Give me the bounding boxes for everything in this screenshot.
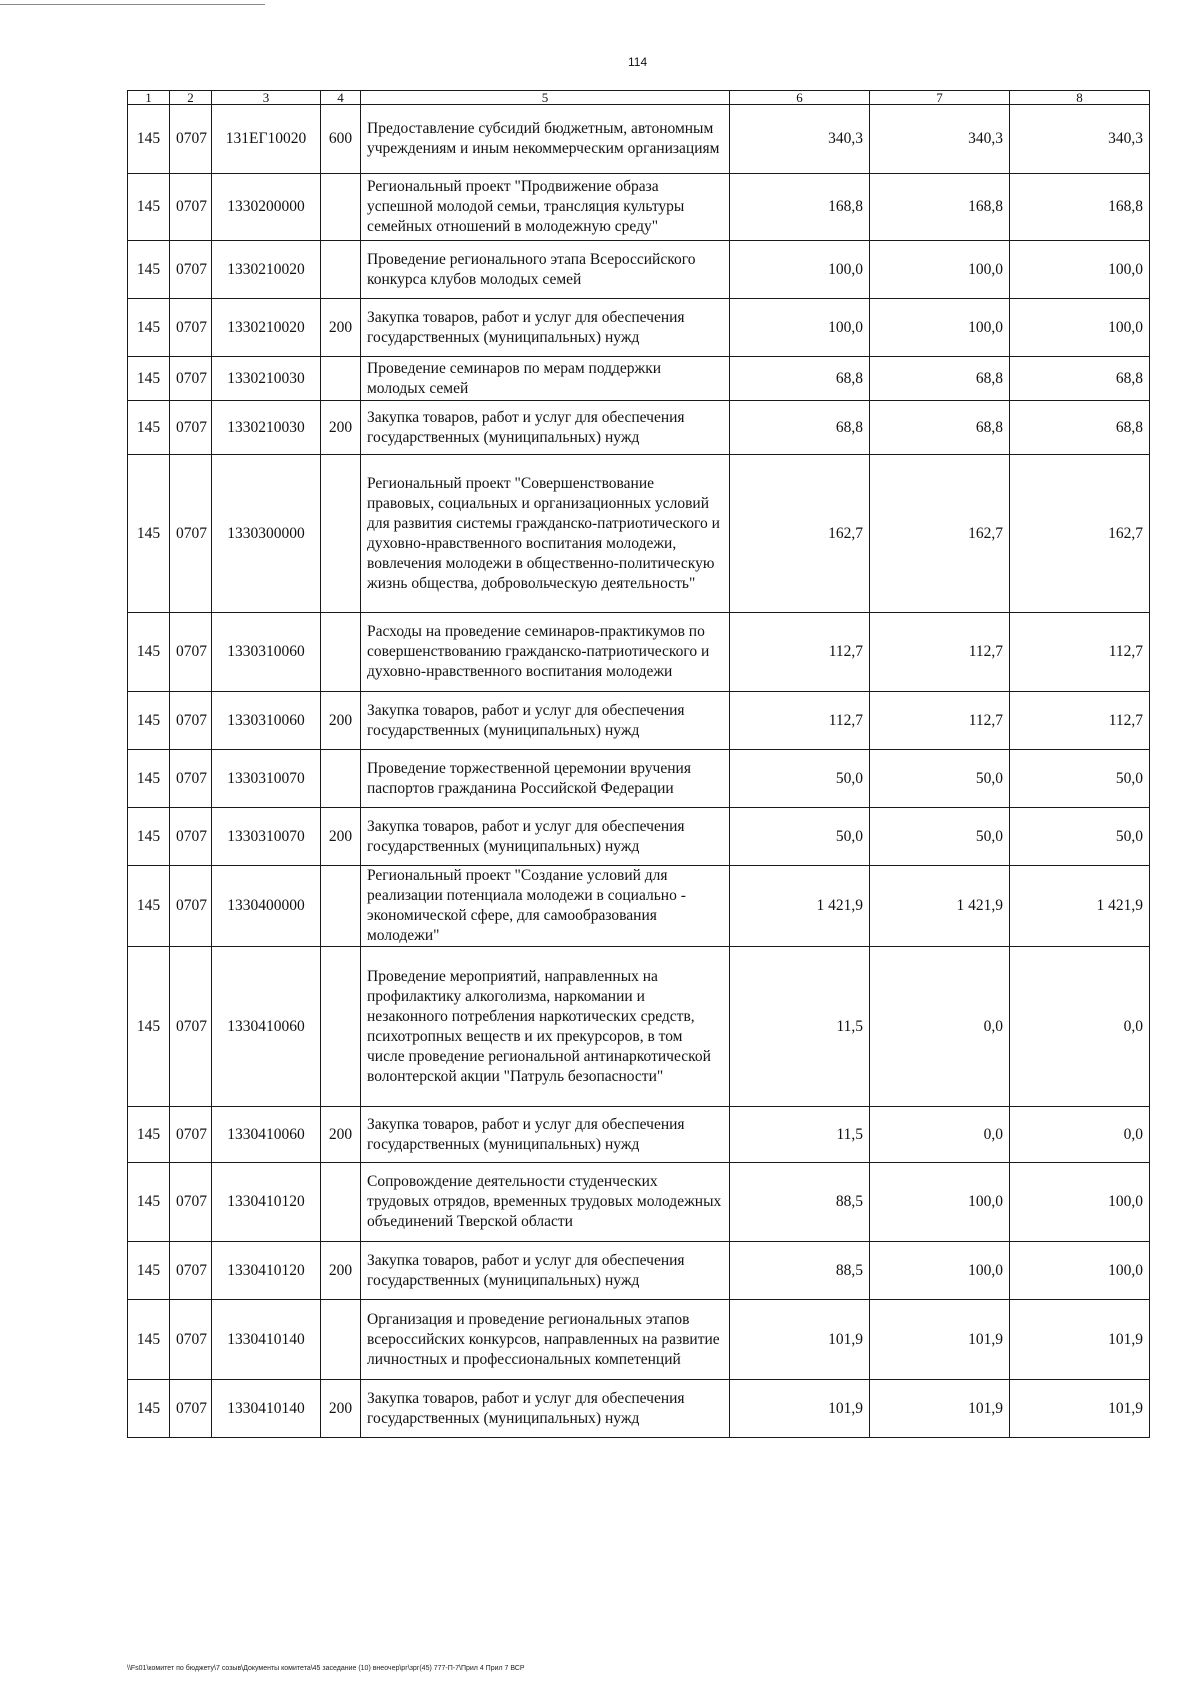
cell-amount-col6: 112,7 xyxy=(730,613,870,692)
cell-amount-col8: 68,8 xyxy=(1010,401,1150,455)
cell-admin-code: 145 xyxy=(128,866,170,947)
table-row xyxy=(128,866,1150,947)
table-row xyxy=(128,692,1150,750)
cell-section-code: 0707 xyxy=(170,692,212,750)
cell-description: Региональный проект "Создание условий для реализации потенциала молодежи в социально - экономической сфере, для самообразования молодежи" xyxy=(361,866,730,947)
cell-section-code: 0707 xyxy=(170,241,212,299)
cell-amount-col7: 101,9 xyxy=(870,1300,1010,1380)
column-header-2: 2 xyxy=(170,91,212,105)
table-row xyxy=(128,1242,1150,1300)
cell-amount-col8: 100,0 xyxy=(1010,1242,1150,1300)
cell-amount-col8: 50,0 xyxy=(1010,808,1150,866)
cell-expense-type: 200 xyxy=(321,401,361,455)
cell-admin-code: 145 xyxy=(128,947,170,1107)
cell-expense-type xyxy=(321,174,361,241)
cell-amount-col8: 101,9 xyxy=(1010,1300,1150,1380)
cell-description: Проведение мероприятий, направленных на профилактику алкоголизма, наркомании и незаконного потребления наркотических средств, психотропных веществ и их прекурсоров, в том числе проведение региональной антинаркотической волонтерской акции "Патруль безопасности" xyxy=(361,947,730,1107)
budget-table xyxy=(127,90,1150,1438)
cell-expense-type: 200 xyxy=(321,1380,361,1438)
cell-target-article: 1330310070 xyxy=(212,750,321,808)
table-row xyxy=(128,1380,1150,1438)
cell-amount-col8: 112,7 xyxy=(1010,613,1150,692)
cell-amount-col7: 168,8 xyxy=(870,174,1010,241)
cell-admin-code: 145 xyxy=(128,692,170,750)
cell-target-article: 1330410140 xyxy=(212,1380,321,1438)
cell-amount-col6: 100,0 xyxy=(730,299,870,357)
cell-expense-type xyxy=(321,866,361,947)
cell-amount-col6: 68,8 xyxy=(730,401,870,455)
cell-amount-col8: 100,0 xyxy=(1010,1163,1150,1242)
table-row xyxy=(128,808,1150,866)
cell-section-code: 0707 xyxy=(170,105,212,174)
column-header-5: 5 xyxy=(361,91,730,105)
cell-description: Организация и проведение региональных этапов всероссийских конкурсов, направленных на развитие личностных и профессиональных компетенций xyxy=(361,1300,730,1380)
table-row xyxy=(128,105,1150,174)
cell-amount-col6: 11,5 xyxy=(730,1107,870,1163)
cell-section-code: 0707 xyxy=(170,866,212,947)
cell-amount-col7: 0,0 xyxy=(870,1107,1010,1163)
cell-admin-code: 145 xyxy=(128,241,170,299)
cell-expense-type: 200 xyxy=(321,1107,361,1163)
cell-description: Закупка товаров, работ и услуг для обеспечения государственных (муниципальных) нужд xyxy=(361,1380,730,1438)
cell-expense-type xyxy=(321,750,361,808)
cell-admin-code: 145 xyxy=(128,1300,170,1380)
cell-amount-col7: 0,0 xyxy=(870,947,1010,1107)
cell-description: Проведение семинаров по мерам поддержки молодых семей xyxy=(361,357,730,401)
cell-admin-code: 145 xyxy=(128,105,170,174)
cell-amount-col7: 68,8 xyxy=(870,401,1010,455)
cell-expense-type xyxy=(321,613,361,692)
cell-amount-col6: 101,9 xyxy=(730,1300,870,1380)
cell-amount-col6: 340,3 xyxy=(730,105,870,174)
cell-section-code: 0707 xyxy=(170,299,212,357)
cell-expense-type xyxy=(321,1300,361,1380)
cell-amount-col8: 100,0 xyxy=(1010,241,1150,299)
cell-amount-col7: 100,0 xyxy=(870,241,1010,299)
cell-expense-type: 200 xyxy=(321,692,361,750)
cell-admin-code: 145 xyxy=(128,357,170,401)
cell-target-article: 1330410120 xyxy=(212,1242,321,1300)
column-header-6: 6 xyxy=(730,91,870,105)
cell-amount-col8: 168,8 xyxy=(1010,174,1150,241)
cell-description: Закупка товаров, работ и услуг для обеспечения государственных (муниципальных) нужд xyxy=(361,1107,730,1163)
cell-admin-code: 145 xyxy=(128,1242,170,1300)
cell-section-code: 0707 xyxy=(170,613,212,692)
cell-section-code: 0707 xyxy=(170,1242,212,1300)
cell-target-article: 1330410140 xyxy=(212,1300,321,1380)
cell-amount-col6: 101,9 xyxy=(730,1380,870,1438)
table-row xyxy=(128,750,1150,808)
cell-target-article: 1330410060 xyxy=(212,1107,321,1163)
cell-target-article: 1330210030 xyxy=(212,401,321,455)
cell-target-article: 1330400000 xyxy=(212,866,321,947)
cell-amount-col7: 112,7 xyxy=(870,613,1010,692)
cell-admin-code: 145 xyxy=(128,455,170,613)
cell-expense-type: 200 xyxy=(321,299,361,357)
cell-amount-col7: 100,0 xyxy=(870,299,1010,357)
cell-amount-col8: 340,3 xyxy=(1010,105,1150,174)
cell-amount-col6: 68,8 xyxy=(730,357,870,401)
cell-section-code: 0707 xyxy=(170,174,212,241)
cell-description: Закупка товаров, работ и услуг для обеспечения государственных (муниципальных) нужд xyxy=(361,808,730,866)
cell-expense-type: 200 xyxy=(321,1242,361,1300)
cell-amount-col7: 162,7 xyxy=(870,455,1010,613)
cell-amount-col7: 340,3 xyxy=(870,105,1010,174)
table-row xyxy=(128,1163,1150,1242)
cell-amount-col8: 1 421,9 xyxy=(1010,866,1150,947)
cell-description: Предоставление субсидий бюджетным, автономным учреждениям и иным некоммерческим организациям xyxy=(361,105,730,174)
cell-description: Расходы на проведение семинаров-практикумов по совершенствованию гражданско-патриотического и духовно-нравственного воспитания молодежи xyxy=(361,613,730,692)
cell-description: Закупка товаров, работ и услуг для обеспечения государственных (муниципальных) нужд xyxy=(361,299,730,357)
cell-amount-col6: 50,0 xyxy=(730,750,870,808)
table-row xyxy=(128,401,1150,455)
cell-admin-code: 145 xyxy=(128,613,170,692)
header-row xyxy=(128,91,1150,105)
cell-amount-col6: 100,0 xyxy=(730,241,870,299)
cell-amount-col8: 68,8 xyxy=(1010,357,1150,401)
cell-section-code: 0707 xyxy=(170,1300,212,1380)
cell-amount-col6: 1 421,9 xyxy=(730,866,870,947)
table-row xyxy=(128,299,1150,357)
cell-target-article: 1330310070 xyxy=(212,808,321,866)
cell-description: Закупка товаров, работ и услуг для обеспечения государственных (муниципальных) нужд xyxy=(361,401,730,455)
cell-expense-type xyxy=(321,357,361,401)
cell-section-code: 0707 xyxy=(170,750,212,808)
cell-admin-code: 145 xyxy=(128,750,170,808)
cell-section-code: 0707 xyxy=(170,1107,212,1163)
cell-amount-col8: 162,7 xyxy=(1010,455,1150,613)
cell-description: Закупка товаров, работ и услуг для обеспечения государственных (муниципальных) нужд xyxy=(361,692,730,750)
cell-amount-col6: 50,0 xyxy=(730,808,870,866)
cell-amount-col6: 168,8 xyxy=(730,174,870,241)
column-header-1: 1 xyxy=(128,91,170,105)
cell-target-article: 1330210020 xyxy=(212,241,321,299)
cell-description: Региональный проект "Совершенствование правовых, социальных и организационных условий для развития системы гражданско-патриотического и духовно-нравственного воспитания молодежи, вовлечения молодежи в общественно-политическую жизнь общества, добровольческую деятельность" xyxy=(361,455,730,613)
cell-description: Проведение регионального этапа Всероссийского конкурса клубов молодых семей xyxy=(361,241,730,299)
column-header-8: 8 xyxy=(1010,91,1150,105)
cell-amount-col7: 68,8 xyxy=(870,357,1010,401)
cell-target-article: 1330200000 xyxy=(212,174,321,241)
cell-amount-col8: 100,0 xyxy=(1010,299,1150,357)
cell-amount-col6: 88,5 xyxy=(730,1163,870,1242)
cell-amount-col7: 100,0 xyxy=(870,1163,1010,1242)
cell-section-code: 0707 xyxy=(170,1163,212,1242)
cell-admin-code: 145 xyxy=(128,1380,170,1438)
cell-admin-code: 145 xyxy=(128,299,170,357)
cell-amount-col8: 50,0 xyxy=(1010,750,1150,808)
table-row xyxy=(128,455,1150,613)
table-row xyxy=(128,1107,1150,1163)
cell-target-article: 1330210030 xyxy=(212,357,321,401)
cell-admin-code: 145 xyxy=(128,1107,170,1163)
table-row xyxy=(128,947,1150,1107)
table-row xyxy=(128,241,1150,299)
column-header-3: 3 xyxy=(212,91,321,105)
cell-amount-col7: 101,9 xyxy=(870,1380,1010,1438)
cell-amount-col7: 112,7 xyxy=(870,692,1010,750)
cell-description: Закупка товаров, работ и услуг для обеспечения государственных (муниципальных) нужд xyxy=(361,1242,730,1300)
table-row xyxy=(128,613,1150,692)
cell-amount-col7: 1 421,9 xyxy=(870,866,1010,947)
table-header xyxy=(128,91,1150,105)
cell-description: Региональный проект "Продвижение образа успешной молодой семьи, трансляция культуры семейных отношений в молодежную среду" xyxy=(361,174,730,241)
cell-expense-type xyxy=(321,455,361,613)
cell-amount-col6: 11,5 xyxy=(730,947,870,1107)
cell-section-code: 0707 xyxy=(170,455,212,613)
cell-section-code: 0707 xyxy=(170,808,212,866)
cell-amount-col6: 112,7 xyxy=(730,692,870,750)
cell-expense-type xyxy=(321,947,361,1107)
cell-amount-col7: 50,0 xyxy=(870,750,1010,808)
page-number: 114 xyxy=(628,55,648,69)
cell-admin-code: 145 xyxy=(128,401,170,455)
cell-section-code: 0707 xyxy=(170,401,212,455)
cell-amount-col8: 0,0 xyxy=(1010,947,1150,1107)
footer-file-path: \\Fs01\комитет по бюджету\7 созыв\Документы комитета\45 заседание (10) внеочер\рг\зрг(45) 777-П-7\Прил 4 Прил 7 ВСР xyxy=(127,1665,525,1672)
top-rule xyxy=(0,4,265,5)
cell-amount-col8: 112,7 xyxy=(1010,692,1150,750)
cell-expense-type: 600 xyxy=(321,105,361,174)
cell-description: Сопровождение деятельности студенческих трудовых отрядов, временных трудовых молодежных объединений Тверской области xyxy=(361,1163,730,1242)
cell-target-article: 131ЕГ10020 xyxy=(212,105,321,174)
cell-admin-code: 145 xyxy=(128,808,170,866)
cell-admin-code: 145 xyxy=(128,174,170,241)
cell-admin-code: 145 xyxy=(128,1163,170,1242)
table-row xyxy=(128,357,1150,401)
cell-target-article: 1330210020 xyxy=(212,299,321,357)
table-body xyxy=(128,105,1150,1438)
cell-expense-type: 200 xyxy=(321,808,361,866)
cell-amount-col6: 162,7 xyxy=(730,455,870,613)
cell-amount-col7: 50,0 xyxy=(870,808,1010,866)
cell-target-article: 1330410060 xyxy=(212,947,321,1107)
cell-amount-col6: 88,5 xyxy=(730,1242,870,1300)
cell-target-article: 1330310060 xyxy=(212,692,321,750)
cell-target-article: 1330300000 xyxy=(212,455,321,613)
table-row xyxy=(128,174,1150,241)
cell-expense-type xyxy=(321,1163,361,1242)
cell-section-code: 0707 xyxy=(170,357,212,401)
cell-target-article: 1330310060 xyxy=(212,613,321,692)
table-row xyxy=(128,1300,1150,1380)
cell-expense-type xyxy=(321,241,361,299)
cell-amount-col7: 100,0 xyxy=(870,1242,1010,1300)
column-header-7: 7 xyxy=(870,91,1010,105)
cell-description: Проведение торжественной церемонии вручения паспортов гражданина Российской Федерации xyxy=(361,750,730,808)
cell-amount-col8: 0,0 xyxy=(1010,1107,1150,1163)
cell-amount-col8: 101,9 xyxy=(1010,1380,1150,1438)
cell-section-code: 0707 xyxy=(170,1380,212,1438)
cell-target-article: 1330410120 xyxy=(212,1163,321,1242)
column-header-4: 4 xyxy=(321,91,361,105)
cell-section-code: 0707 xyxy=(170,947,212,1107)
